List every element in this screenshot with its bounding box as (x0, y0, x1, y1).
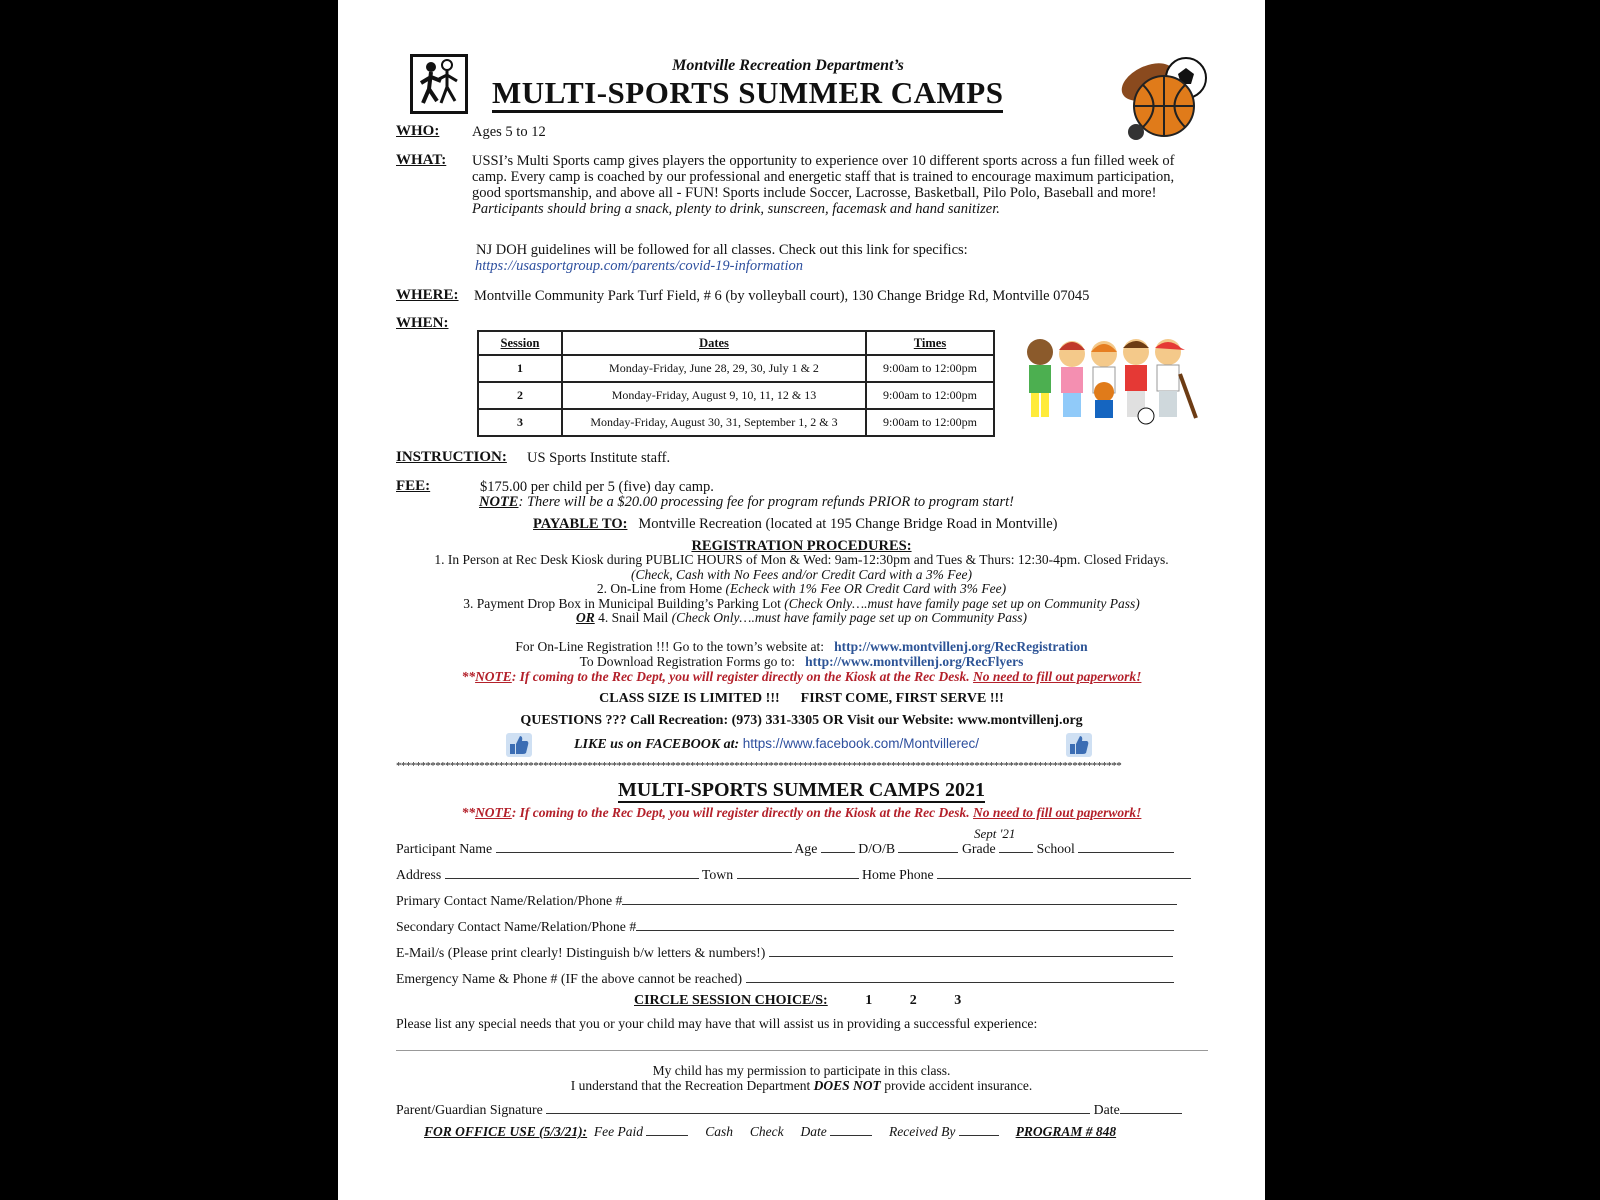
kiosk-note-end: No need to fill out paperwork! (973, 669, 1142, 684)
participant-name-field[interactable] (496, 840, 792, 853)
fee-note-label: NOTE (479, 494, 519, 510)
form-note-prefix: ** (461, 805, 476, 820)
signature-row (396, 1101, 1182, 1118)
instruction-text: US Sports Institute staff. (527, 450, 671, 466)
session-times: 9:00am to 12:00pm (866, 382, 994, 409)
what-description: USSI’s Multi Sports camp gives players the opportunity to experience over 10 different sports across a fun filled week of camp. Every camp is coached by our professional and energetic staff that is trained to encourage maximum participation, good sportsmanship, and above all - FUN! Sports include Soccer, Lacrosse, Basketball, Pilo Polo, Baseball and more! (472, 153, 1175, 201)
emergency-field[interactable] (746, 970, 1174, 983)
dept-name: Montville Recreation Department’s (672, 57, 904, 74)
age-label: Age (794, 841, 818, 856)
town-label: Town (701, 867, 734, 882)
session-dates: Monday-Friday, August 9, 10, 11, 12 & 13 (562, 382, 866, 409)
permission-line-1: My child has my permission to participate in this class. (652, 1063, 951, 1078)
session-number: 2 (478, 382, 562, 409)
office-date-label: Date (800, 1124, 827, 1139)
sports-balls-icon (1116, 52, 1210, 144)
reg-or: OR (575, 610, 595, 626)
date-field[interactable] (1120, 1101, 1182, 1114)
kiosk-note (338, 669, 1265, 685)
payable-to (533, 516, 1058, 532)
perm2-b: DOES NOT (813, 1078, 881, 1093)
kids-cartoon-icon (1020, 334, 1200, 426)
primary-contact-field[interactable] (622, 892, 1177, 905)
table-row (478, 409, 994, 436)
header-dates: Dates (562, 331, 866, 355)
received-by-field[interactable] (959, 1123, 999, 1136)
session-dates: Monday-Friday, June 28, 29, 30, July 1 & 2 (562, 355, 866, 382)
age-field[interactable] (821, 840, 855, 853)
schedule-table (477, 330, 995, 437)
secondary-contact-field[interactable] (636, 918, 1174, 931)
check-label: Check (749, 1124, 784, 1139)
table-header-row (478, 331, 994, 355)
office-date-field[interactable] (830, 1123, 872, 1136)
session-number: 1 (478, 355, 562, 382)
home-phone-label: Home Phone (862, 867, 934, 882)
registration-title: REGISTRATION PROCEDURES: (691, 538, 912, 554)
instruction-label: INSTRUCTION: (396, 449, 507, 465)
participant-row (396, 840, 1216, 857)
table-row (478, 355, 994, 382)
reg-line-3 (338, 597, 1265, 612)
fee-note-text: : There will be a $20.00 processing fee for program refunds PRIOR to program start! (518, 494, 1015, 510)
reg-line-1: 1. In Person at Rec Desk Kiosk during PUBLIC HOURS of Mon & Wed: 9am-12:30pm and Tues & Thurs: 12:30-4pm. Closed Fridays. (434, 552, 1169, 567)
program-number: PROGRAM # 848 (1015, 1124, 1117, 1139)
reg-line-3-text: 3. Payment Drop Box in Municipal Building’s Parking Lot (463, 595, 781, 611)
session-times: 9:00am to 12:00pm (866, 409, 994, 436)
like-text: LIKE us on FACEBOOK at: (574, 737, 740, 752)
participant-label: Participant Name (396, 841, 493, 856)
separator: **************************************************************************************************************************************************** (396, 760, 1122, 772)
forms-link[interactable]: http://www.montvillenj.org/RecFlyers (805, 653, 1024, 669)
circle-label: CIRCLE SESSION CHOICE/S: (634, 993, 828, 1008)
primary-contact-row (396, 892, 1177, 909)
header-session: Session (478, 331, 562, 355)
email-label: E-Mail/s (Please print clearly! Distinguish b/w letters & numbers!) (396, 945, 766, 960)
kids-running-icon (410, 54, 468, 114)
emergency-row (396, 970, 1174, 987)
reg-line-2-text: 2. On-Line from Home (596, 581, 723, 597)
kiosk-note-text: : If coming to the Rec Dept, you will register directly on the Kiosk at the Rec Desk. (511, 669, 970, 684)
online-registration-link[interactable]: http://www.montvillenj.org/RecRegistration (834, 639, 1088, 654)
reg-line-2-note: (Echeck with 1% Fee OR Credit Card with 3% Fee) (725, 581, 1007, 597)
what-label: WHAT: (396, 152, 447, 168)
special-needs-field[interactable] (396, 1050, 1208, 1051)
reg-line-4-text: 4. Snail Mail (598, 610, 669, 626)
facebook-link[interactable]: https://www.facebook.com/Montvillerec/ (742, 736, 980, 751)
who-label: WHO: (396, 123, 440, 139)
secondary-label: Secondary Contact Name/Relation/Phone # (396, 919, 637, 934)
who-text: Ages 5 to 12 (472, 124, 546, 140)
reg-line-4 (338, 611, 1265, 626)
online-text: For On-Line Registration !!! Go to the town’s website at: (515, 639, 824, 654)
signature-field[interactable] (546, 1101, 1090, 1114)
online-registration (338, 640, 1265, 655)
email-field[interactable] (769, 944, 1173, 957)
form-note-label: NOTE (475, 805, 512, 820)
fee-text: $175.00 per child per 5 (five) day camp. (480, 479, 714, 495)
fee-paid-label: Fee Paid (593, 1124, 644, 1139)
fee-paid-field[interactable] (646, 1123, 688, 1136)
dob-label: D/O/B (858, 841, 896, 856)
session-choice-row (634, 993, 961, 1009)
facebook-line (574, 736, 979, 753)
thumbs-up-icon (506, 733, 532, 757)
kiosk-note-label: NOTE (475, 669, 512, 684)
reg-line-2 (338, 582, 1265, 597)
session-choice-2[interactable]: 2 (909, 993, 917, 1008)
session-times: 9:00am to 12:00pm (866, 355, 994, 382)
school-field[interactable] (1078, 840, 1174, 853)
forms-text: To Download Registration Forms go to: (579, 653, 796, 669)
town-field[interactable] (737, 866, 859, 879)
permission-text (338, 1063, 1265, 1093)
form-title-text: MULTI-SPORTS SUMMER CAMPS 2021 (618, 779, 985, 801)
received-by-label: Received By (889, 1124, 956, 1139)
address-row (396, 866, 1216, 883)
form-note-end: No need to fill out paperwork! (973, 805, 1142, 820)
online-links (338, 640, 1265, 669)
what-bring-note: Participants should bring a snack, plenty to drink, sunscreen, facemask and hand sanitizer. (472, 201, 1000, 217)
where-text: Montville Community Park Turf Field, # 6 (by volleyball court), 130 Change Bridge Rd, Montville 07045 (474, 288, 1090, 304)
fee-note (479, 494, 1014, 510)
reg-line-1-note: (Check, Cash with No Fees and/or Credit Card with a 3% Fee) (631, 566, 972, 582)
sept-label: Sept '21 (974, 826, 1016, 841)
cash-label: Cash (705, 1124, 734, 1139)
primary-label: Primary Contact Name/Relation/Phone # (396, 893, 623, 908)
grade-field[interactable] (999, 840, 1033, 853)
special-needs-label: Please list any special needs that you or your child may have that will assist us in providing a successful experience: (396, 1016, 1038, 1031)
home-phone-field[interactable] (937, 866, 1191, 879)
fee-label: FEE: (396, 478, 431, 494)
form-kiosk-note (338, 805, 1265, 821)
flyer-page (338, 0, 1265, 1200)
permission-line-2 (338, 1078, 1265, 1093)
office-use-row (424, 1123, 1116, 1140)
address-field[interactable] (445, 866, 699, 879)
form-note-text: : If coming to the Rec Dept, you will register directly on the Kiosk at the Rec Desk. (511, 805, 970, 820)
reg-line-3-note: (Check Only….must have family page set up on Community Pass) (784, 595, 1140, 611)
when-label: WHEN: (396, 315, 449, 331)
school-label: School (1036, 841, 1075, 856)
session-dates: Monday-Friday, August 30, 31, September 1, 2 & 3 (562, 409, 866, 436)
dob-field[interactable] (898, 840, 958, 853)
table-row (478, 382, 994, 409)
secondary-contact-row (396, 918, 1174, 935)
reg-line-4-note: (Check Only….must have family page set up on Community Pass) (671, 610, 1028, 626)
where-label: WHERE: (396, 287, 459, 303)
grade-label: Grade (961, 841, 996, 856)
covid-link-anchor[interactable]: https://usasportgroup.com/parents/covid-19-information (475, 258, 803, 274)
questions: QUESTIONS ??? Call Recreation: (973) 331-3305 OR Visit our Website: www.montvillenj.org (520, 713, 1083, 728)
session-choice-3[interactable]: 3 (954, 993, 962, 1008)
signature-label: Parent/Guardian Signature (396, 1102, 543, 1117)
what-text (472, 153, 1182, 217)
payable-label: PAYABLE TO: (533, 516, 628, 532)
form-title (338, 779, 1265, 802)
emergency-label: Emergency Name & Phone # (IF the above cannot be reached) (396, 971, 743, 986)
payable-text: Montville Recreation (located at 195 Change Bridge Road in Montville) (638, 516, 1058, 532)
email-row (396, 944, 1173, 961)
page-title: MULTI-SPORTS SUMMER CAMPS (492, 76, 1003, 113)
kiosk-note-prefix: ** (461, 669, 476, 684)
session-choice-1[interactable]: 1 (865, 993, 873, 1008)
perm2-c: provide accident insurance. (884, 1078, 1033, 1093)
thumbs-up-icon (1066, 733, 1092, 757)
doh-text: NJ DOH guidelines will be followed for all classes. Check out this link for specifics: (476, 242, 968, 258)
session-number: 3 (478, 409, 562, 436)
download-forms (338, 655, 1265, 670)
office-label: FOR OFFICE USE (5/3/21): (424, 1124, 588, 1139)
perm2-a: I understand that the Recreation Department (570, 1078, 811, 1093)
registration-procedures (338, 553, 1265, 626)
header-times: Times (866, 331, 994, 355)
address-label: Address (396, 867, 442, 882)
covid-link[interactable] (475, 258, 803, 274)
class-size: CLASS SIZE IS LIMITED !!! FIRST COME, FIRST SERVE !!! (599, 691, 1004, 706)
date-label: Date (1093, 1102, 1120, 1117)
